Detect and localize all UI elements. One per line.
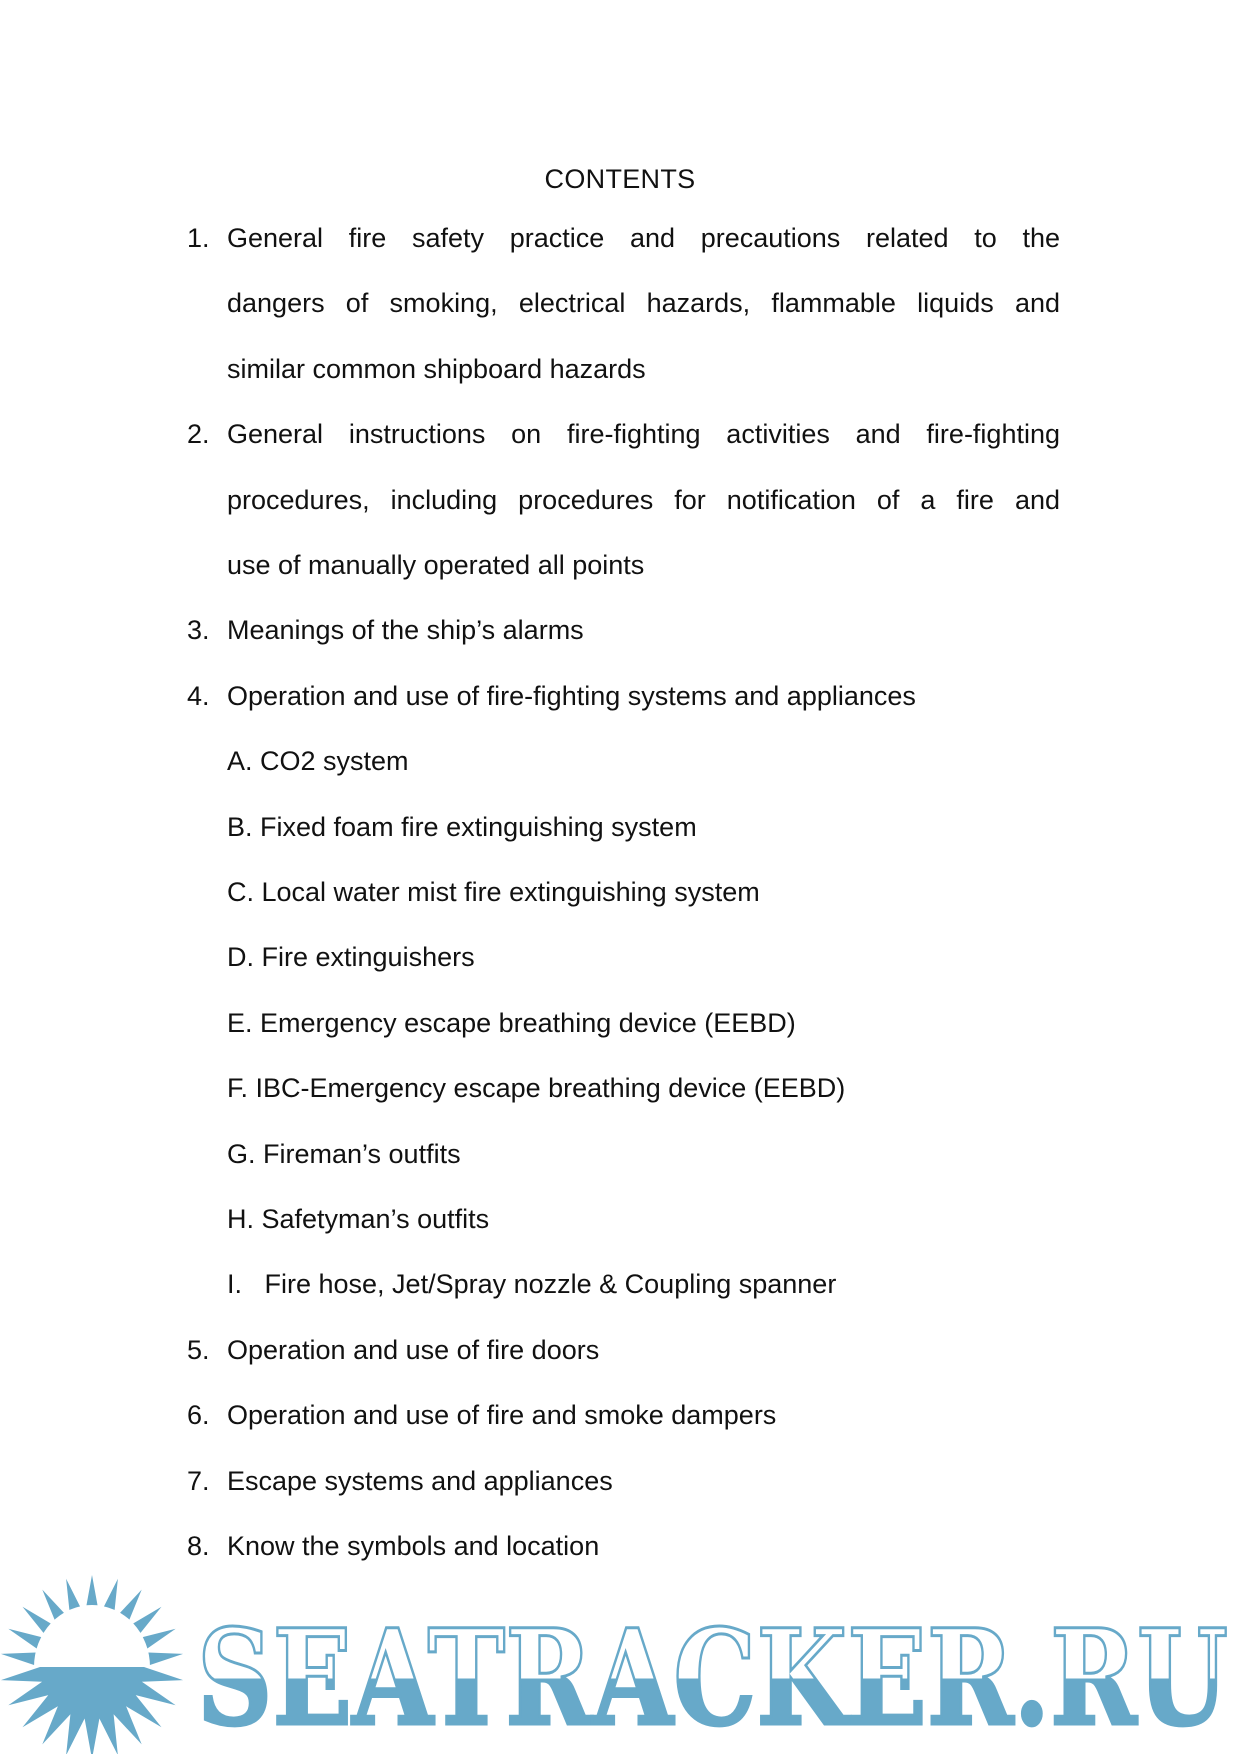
item-number: 5. (187, 1334, 210, 1365)
item-number: 1. (187, 223, 210, 253)
toc-subitem: B. Fixed foam fire extinguishing system (227, 811, 697, 842)
toc-item-line: similar common shipboard hazards (227, 353, 646, 384)
toc-item-line: Know the symbols and location (227, 1531, 600, 1561)
toc-item-line: Operation and use of fire doors (227, 1334, 600, 1365)
sun-icon (1, 1575, 183, 1754)
item-number: 6. (187, 1400, 210, 1431)
toc-subitem: A. CO2 system (227, 746, 409, 777)
toc-subitem: H. Safetyman’s outfits (227, 1204, 490, 1234)
item-number: 3. (187, 615, 210, 646)
toc-subitem: C. Local water mist fire extinguishing system (227, 877, 760, 907)
toc-subitem: G. Fireman’s outfits (227, 1138, 461, 1169)
toc-item-line: dangers of smoking, electrical hazards, flammable liquids and (227, 288, 1060, 319)
toc-item-line: General instructions on fire-fighting activities and fire-fighting (227, 419, 1060, 450)
item-number: 4. (187, 680, 210, 711)
toc-subitem: F. IBC-Emergency escape breathing device (EEBD) (227, 1073, 846, 1104)
toc-item-line: General fire safety practice and precautions related to the (227, 223, 1060, 253)
item-number: 8. (187, 1531, 210, 1561)
toc-item-line: Operation and use of fire-fighting systems and appliances (227, 680, 916, 711)
toc-subitem: E. Emergency escape breathing device (EEBD) (227, 1007, 796, 1038)
item-number: 2. (187, 419, 210, 450)
toc-item-line: Escape systems and appliances (227, 1465, 613, 1496)
toc-item-line: Operation and use of fire and smoke dampers (227, 1400, 777, 1431)
seatracker-logo (0, 1575, 1240, 1754)
logo-text: SEATRACKER.RU (197, 1601, 1228, 1754)
toc-item-line: Meanings of the ship’s alarms (227, 615, 584, 646)
toc-subitem: D. Fire extinguishers (227, 942, 475, 973)
item-number: 7. (187, 1465, 210, 1496)
page-title: CONTENTS (544, 164, 696, 194)
toc-item-line: use of manually operated all points (227, 550, 645, 580)
toc-item-line: procedures, including procedures for notification of a fire and (227, 484, 1060, 515)
toc-subitem: I. Fire hose, Jet/Spray nozzle & Coupling spanner (227, 1269, 837, 1300)
